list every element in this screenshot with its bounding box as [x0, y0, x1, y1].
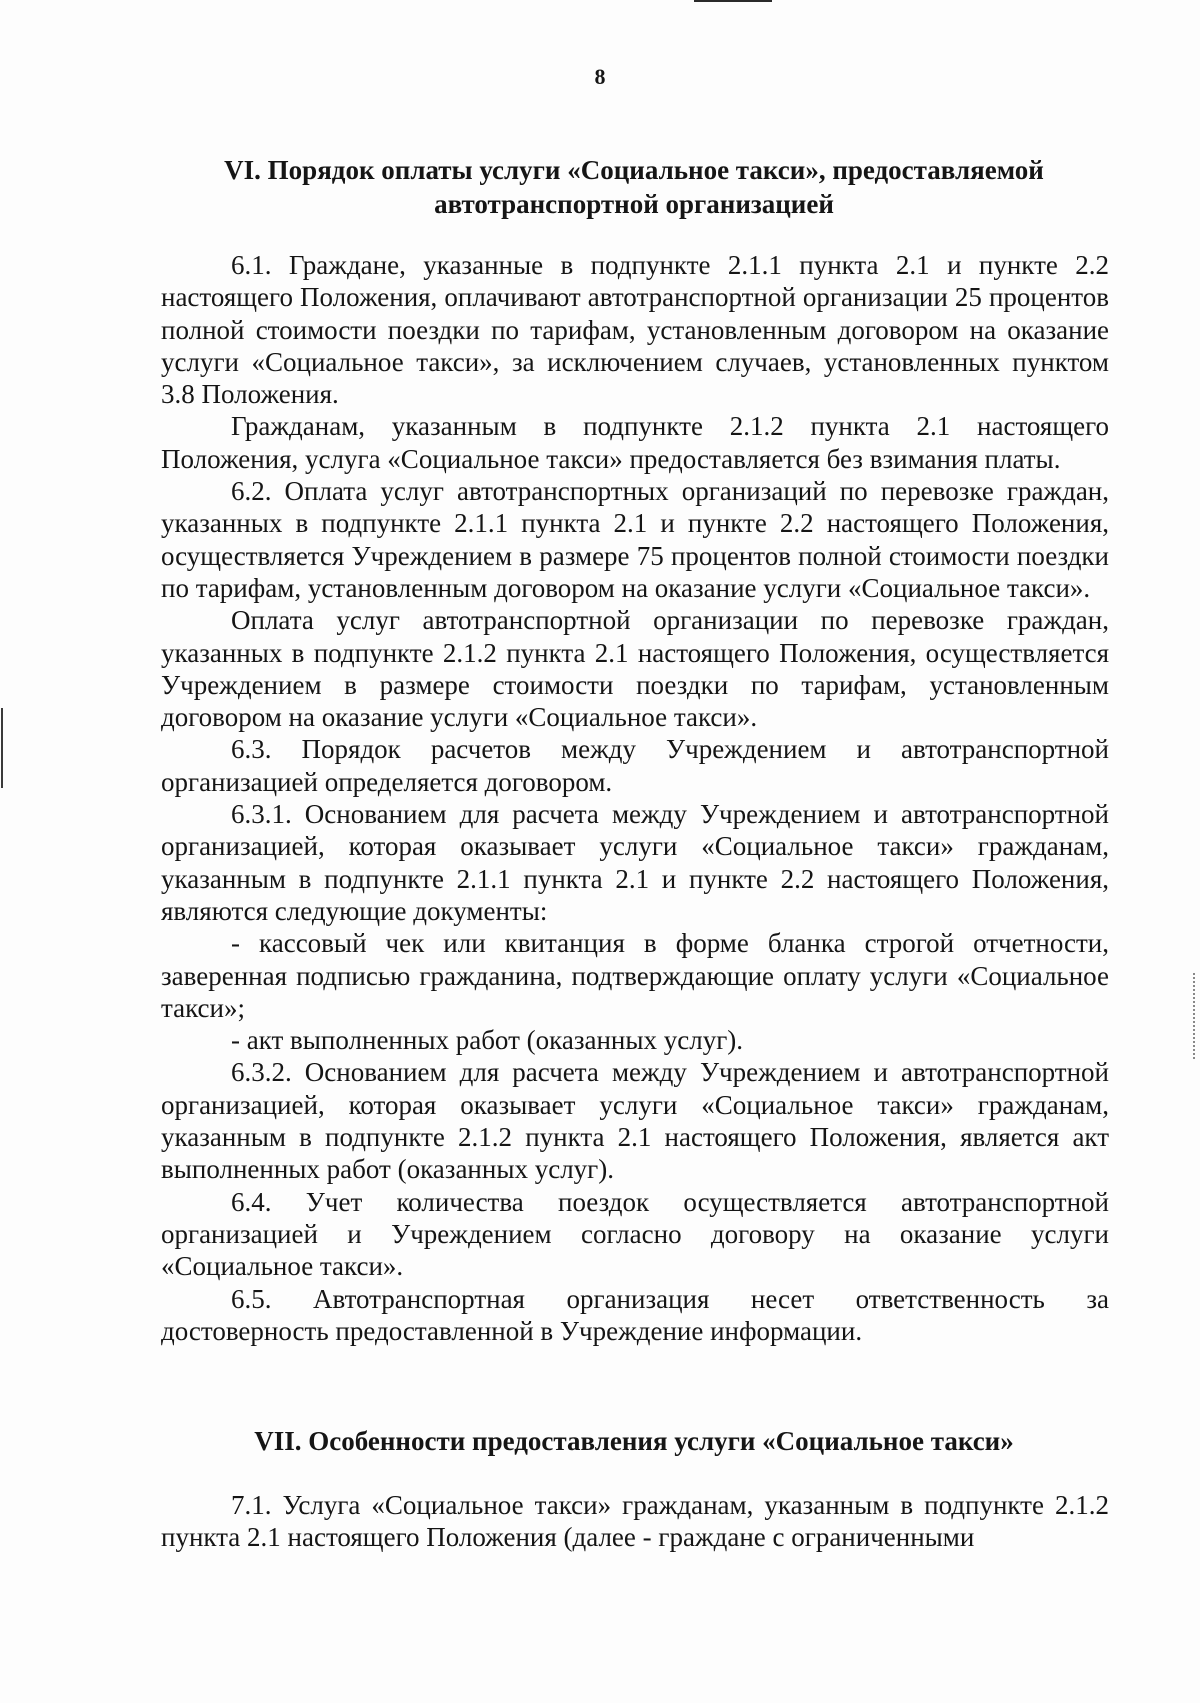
paragraph-6-2: 6.2. Оплата услуг автотранспортных организаций по перевозке граждан, указанных в подпункте 2.1.1 пункта 2.1 и пункте 2.2 настоящего Положения, осуществляется Учреждением в размере 75 процентов полной стоимости поездки по тарифам, установленным договором на оказание услуги «Социальное такси». — [161, 476, 1109, 603]
paragraph-6-5: 6.5. Автотранспортная организация несет ответственность за достоверность предоставленной в Учреждение информации. — [161, 1283, 1109, 1346]
section-6-title — [160, 153, 1108, 221]
paragraph-6-1-free: Гражданам, указанным в подпункте 2.1.2 пункта 2.1 настоящего Положения, услуга «Социальное такси» предоставляется без взимания платы. — [161, 411, 1109, 474]
section-7-title: VII. Особенности предоставления услуги «Социальное такси» — [254, 1426, 1014, 1456]
paragraph-6-4: 6.4. Учет количества поездок осуществляется автотранспортной организацией и Учреждением согласно договору на оказание услуги «Социальное такси». — [161, 1186, 1109, 1282]
paragraph-6-2-payment: Оплата услуг автотранспортной организации по перевозке граждан, указанных в подпункте 2.1.2 пункта 2.1 настоящего Положения, осуществляется Учреждением в размере стоимости поездки по тарифам, установленным договором на оказание услуги «Социальное такси». — [161, 605, 1109, 733]
paragraph-6-3-2: 6.3.2. Основанием для расчета между Учреждением и автотранспортной организацией, которая оказывает услуги «Социальное такси» гражданам, указанным в подпункте 2.1.2 пункта 2.1 настоящего Положения, является акт выполненных работ (оказанных услуг). — [161, 1057, 1109, 1185]
paragraph-6-3-1: 6.3.1. Основанием для расчета между Учреждением и автотранспортной организацией, которая оказывает услуги «Социальное такси» гражданам, указанным в подпункте 2.1.1 пункта 2.1 и пункте 2.2 настоящего Положения, являются следующие документы: — [161, 799, 1109, 926]
section-6-body — [161, 249, 1109, 1347]
paragraph-7-1: 7.1. Услуга «Социальное такси» гражданам, указанным в подпункте 2.1.2 пункта 2.1 настоящего Положения (далее - граждане с ограниченными — [161, 1490, 1109, 1553]
section-7-body — [161, 1489, 1109, 1554]
section-6-title-line-2: автотранспортной организацией — [434, 189, 834, 219]
paragraph-6-1: 6.1. Граждане, указанные в подпункте 2.1.1 пункта 2.1 и пункте 2.2 настоящего Положения, оплачивают автотранспортной организации 25 процентов полной стоимости поездки по тарифам, установленным договором на оказание услуги «Социальное такси», за исключением случаев, установленных пунктом 3.8 Положения. — [161, 250, 1109, 410]
scan-artifact-top — [694, 0, 772, 2]
scan-artifact-right — [1193, 973, 1197, 1059]
page-number: 8 — [594, 64, 606, 89]
list-item-receipt: - кассовый чек или квитанция в форме бланка строгой отчетности, заверенная подписью гражданина, подтверждающие оплату услуги «Социальное такси»; — [161, 928, 1109, 1023]
list-item-act: - акт выполненных работ (оказанных услуг). — [231, 1025, 744, 1056]
paragraph-6-3: 6.3. Порядок расчетов между Учреждением и автотранспортной организацией определяется договором. — [161, 734, 1109, 797]
section-6-title-line-1: VI. Порядок оплаты услуги «Социальное такси», предоставляемой — [224, 155, 1044, 185]
scan-artifact-left — [1, 708, 3, 788]
